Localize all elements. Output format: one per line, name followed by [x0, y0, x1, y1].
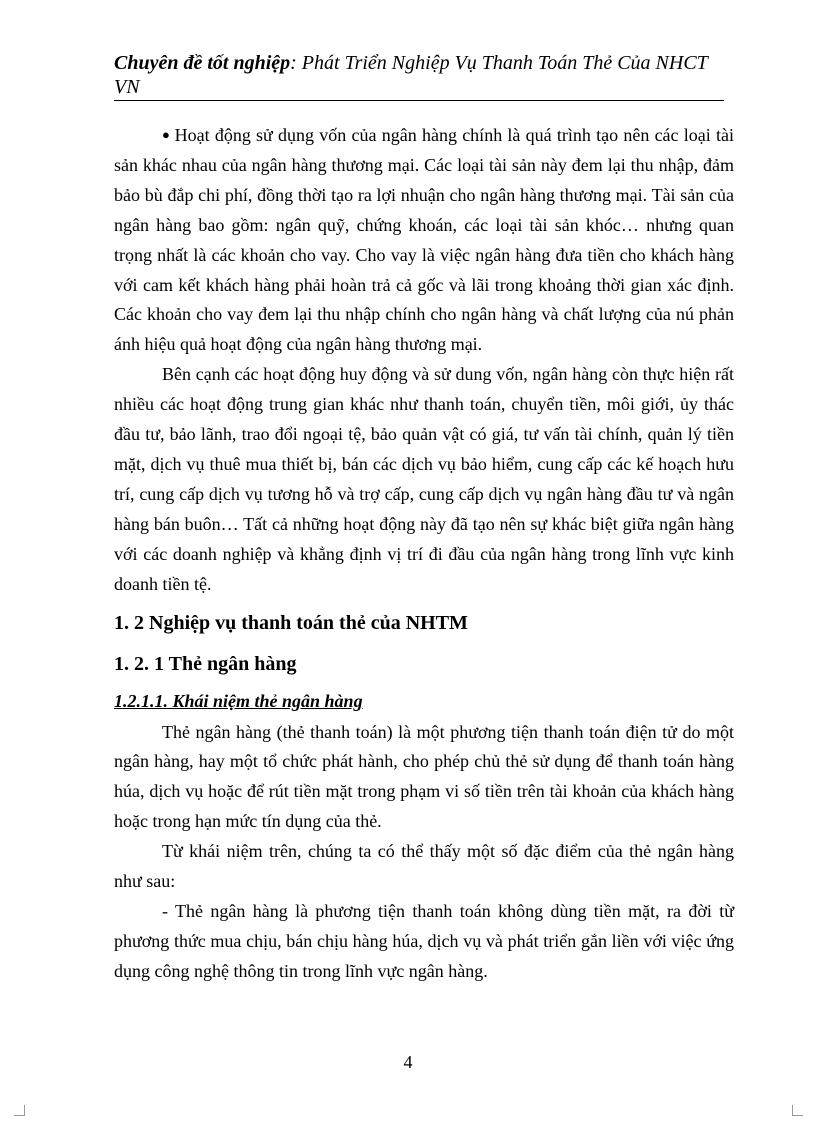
subsection-heading: 1. 2. 1 Thẻ ngân hàng: [114, 652, 297, 675]
bullet-icon: ●: [162, 127, 171, 142]
paragraph-characteristics-intro: Từ khái niệm trên, chúng ta có thể thấy một số đặc điểm của thẻ ngân hàng như sau:: [114, 841, 734, 892]
paragraph-text: Hoạt động sử dụng vốn của ngân hàng chính là quá trình tạo nên các loại tài sản khác nhau của ngân hàng thương mại. Các loại tài sản này đem lại thu nhập, đảm bảo bù đắp chi phí, đồng thời tạo ra lợi nhuận cho ngân hàng thương mại. Tài sản của ngân hàng bao gồm: ngân quỹ, chứng khoán, các loại tài sản khóc… nhưng quan trọng nhất là các khoản cho vay. Cho vay là việc ngân hàng đưa tiền cho khách hàng với cam kết khách hàng phải hoàn trả cả gốc và lãi trong khoảng thời gian xác định. Các khoản cho vay đem lại thu nhập chính cho ngân hàng và chất lượng của nú phản ánh hiệu quả hoạt động của ngân hàng thương mại.: [114, 125, 734, 355]
paragraph-capital-use: [114, 120, 734, 360]
paragraph-characteristic-item: - Thẻ ngân hàng là phương tiện thanh toán không dùng tiền mặt, ra đời từ phương thức mua chịu, bán chịu hàng húa, dịch vụ và phát triển gắn liền với việc ứng dụng công nghệ thông tin trong lĩnh vực ngân hàng.: [114, 900, 734, 981]
paragraph-intermediary-activities: Bên cạnh các hoạt động huy động và sử dung vốn, ngân hàng còn thực hiện rất nhiều các hoạt động trung gian khác như thanh toán, chuyển tiền, môi giới, ủy thác đầu tư, bảo lãnh, trao đổi ngoại tệ, bảo quản vật có giá, tư vấn tài chính, quản lý tiền mặt, dịch vụ thuê mua thiết bị, bán các dịch vụ bảo hiểm, cung cấp các kế hoạch hưu trí, cung cấp dịch vụ tương hỗ và trợ cấp, cung cấp dịch vụ ngân hàng đầu tư và ngân hàng bán buôn… Tất cả những hoạt động này đã tạo nên sự khác biệt giữa ngân hàng với các doanh nghiệp và khẳng định vị trí đi đầu của ngân hàng trong lĩnh vực kinh doanh tiền tệ.: [114, 364, 734, 594]
running-header: [114, 51, 724, 99]
sub-subsection-heading: 1.2.1.1. Khái niệm thẻ ngân hàng: [114, 690, 363, 711]
page-corner-mark: [792, 1105, 803, 1116]
document-body: [114, 120, 734, 987]
header-bold-label: Chuyên đề tốt nghiệp: [114, 52, 291, 74]
paragraph-card-definition: Thẻ ngân hàng (thẻ thanh toán) là một phương tiện thanh toán điện tử do một ngân hàng, hay một tổ chức phát hành, cho phép chủ thẻ sử dụng để thanh toán hàng húa, dịch vụ hoặc để rút tiền mặt trong phạm vi số tiền trên tài khoản của khách hàng hoặc trong hạn mức tín dụng của thẻ.: [114, 721, 734, 832]
header-title: : Phát Triển Nghiệp Vụ Thanh Toán Thẻ Của NHCT VN: [114, 52, 708, 98]
header-divider: [114, 100, 724, 101]
page-corner-mark: [14, 1105, 25, 1116]
section-heading: 1. 2 Nghiệp vụ thanh toán thẻ của NHTM: [114, 611, 468, 634]
page-number: 4: [403, 1052, 413, 1072]
